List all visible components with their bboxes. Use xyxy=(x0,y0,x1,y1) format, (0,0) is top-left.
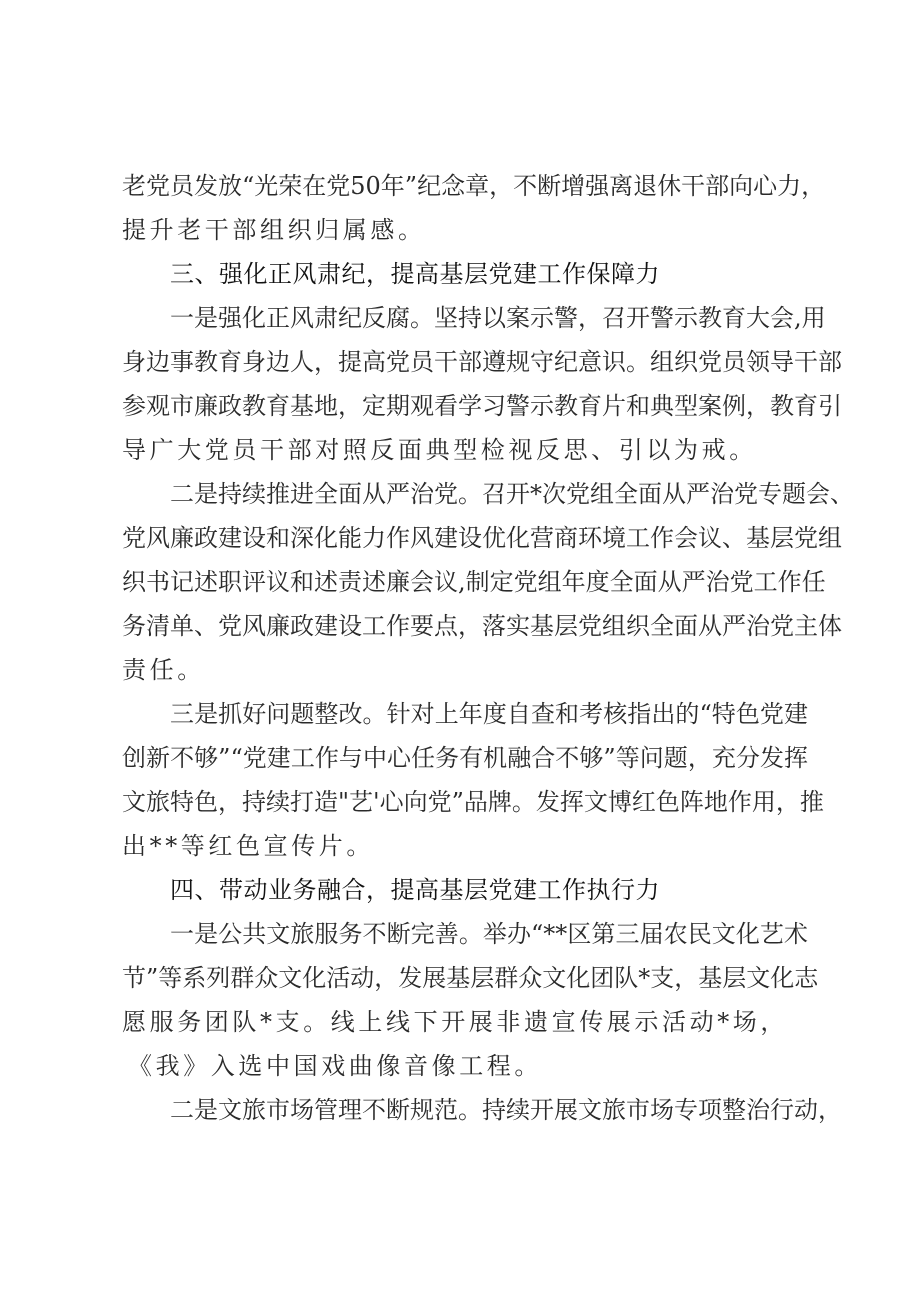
paragraph-line: 导广大党员干部对照反面典型检视反思、引以为戒。 xyxy=(122,436,757,464)
paragraph-line: 提升老干部组织归属感。 xyxy=(122,216,426,244)
paragraph-line: 织书记述职评议和述责述廉会议,制定党组年度全面从严治党工作任 xyxy=(122,568,826,596)
paragraph-line: 创新不够”“党建工作与中心任务有机融合不够”等问题，充分发挥 xyxy=(122,744,808,772)
paragraph-line: 一是强化正风肃纪反腐。坚持以案示警，召开警示教育大会,用 xyxy=(170,304,826,332)
paragraph-line: 二是持续推进全面从严治党。召开*次党组全面从严治党专题会、 xyxy=(170,480,854,508)
paragraph-line: 愿服务团队*支。线上线下开展非遗宣传展示活动*场， xyxy=(122,1008,788,1036)
paragraph-line: 参观市廉政教育基地，定期观看学习警示教育片和典型案例，教育引 xyxy=(122,392,842,420)
paragraph-line: 二是文旅市场管理不断规范。持续开展文旅市场专项整治行动， xyxy=(170,1096,842,1124)
paragraph-line: 身边事教育身边人，提高党员干部遵规守纪意识。组织党员领导干部 xyxy=(122,348,842,376)
paragraph-line: 责任。 xyxy=(122,656,205,684)
paragraph-line: 老党员发放“光荣在党50年”纪念章，不断增强离退休干部向心力， xyxy=(122,172,826,200)
document-page xyxy=(122,164,854,1132)
section-heading: 三、强化正风肃纪，提高基层党建工作保障力 xyxy=(170,260,660,288)
paragraph-line: 务清单、党风廉政建设工作要点，落实基层党组织全面从严治党主体 xyxy=(122,612,842,640)
section-heading: 四、带动业务融合，提高基层党建工作执行力 xyxy=(170,876,660,904)
paragraph-line: 《我》入选中国戏曲像音像工程。 xyxy=(128,1052,542,1080)
paragraph-line: 节”等系列群众文化活动，发展基层群众文化团队*支，基层文化志 xyxy=(122,964,819,992)
paragraph-line: 党风廉政建设和深化能力作风建设优化营商环境工作会议、基层党组 xyxy=(122,524,842,552)
paragraph-line: 一是公共文旅服务不断完善。举办“**区第三届农民文化艺术 xyxy=(170,920,808,948)
paragraph-line: 三是抓好问题整改。针对上年度自查和考核指出的“特色党建 xyxy=(170,700,808,728)
paragraph-line: 出**等红色宣传片。 xyxy=(122,832,374,860)
paragraph-line: 文旅特色，持续打造"艺'心向党”品牌。发挥文博红色阵地作用，推 xyxy=(122,788,824,816)
